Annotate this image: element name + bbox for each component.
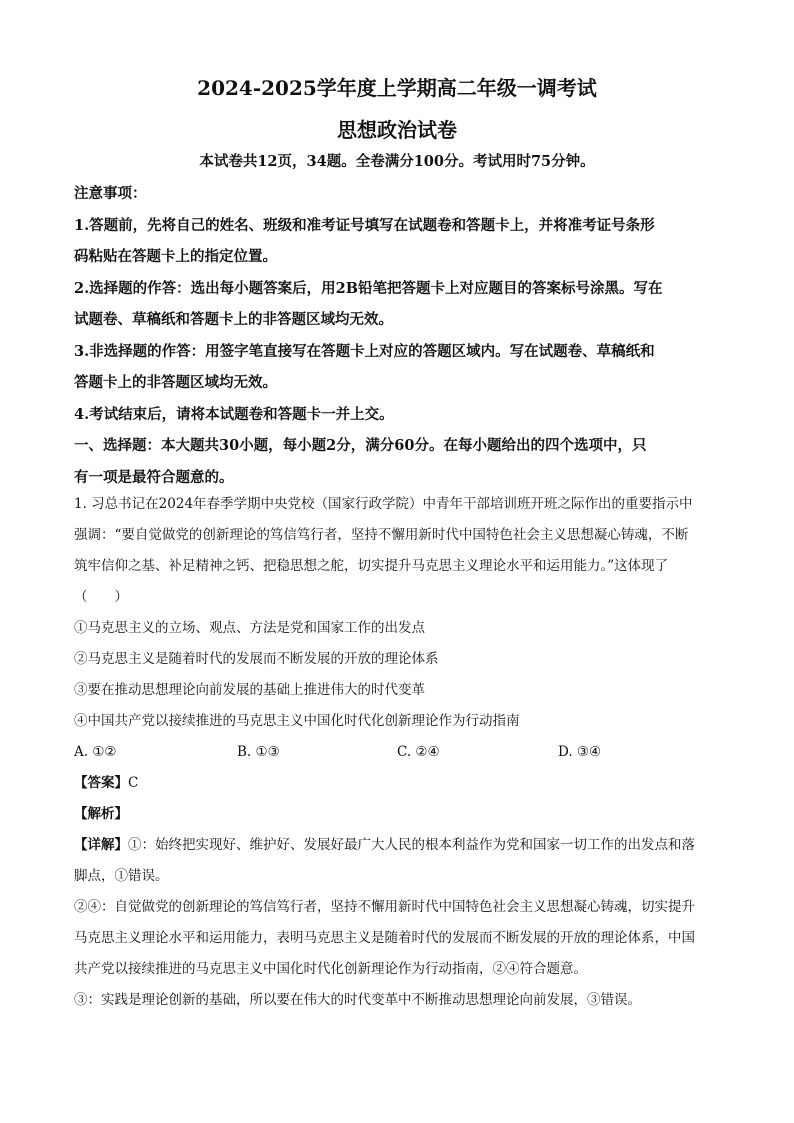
section-heading-line-2: 有一项是最符合题意的。	[74, 468, 234, 486]
section-heading-line-1: 一、选择题：本大题共30小题，每小题2分，满分60分。在每小题给出的四个选项中，只	[74, 437, 647, 454]
note-item-1-line-2: 码粘贴在答题卡上的指定位置。	[74, 248, 277, 265]
options-row	[74, 737, 726, 768]
question-stem-line-2: 强调：“要自觉做党的创新理论的笃信笃行者，坚持不懈用新时代中国特色社会主义思想凝心铸魂，不断	[74, 527, 689, 543]
notes-heading: 注意事项：	[74, 185, 147, 202]
exam-info: 本试卷共12页，34题。全卷满分100分。考试用时75分钟。	[199, 153, 595, 170]
detail-1-line-1: ①：始终把实现好、维护好、发展好最广大人民的根本利益作为党和国家一切工作的出发点和落	[128, 837, 695, 853]
note-item-3-line-2: 答题卡上的非答题区域均无效。	[74, 374, 277, 391]
note-item-4: 4.考试结束后，请将本试题卷和答题卡一并上交。	[74, 405, 394, 423]
option-d: D. ③④	[558, 744, 602, 760]
detail-2-line-2: 马克思主义理论水平和运用能力，表明马克思主义是随着时代的发展而不断发展的开放的理论体系，中国	[74, 930, 695, 946]
answer-section	[74, 768, 726, 1016]
statement-4: ④中国共产党以接续推进的马克思主义中国化时代化创新理论作为行动指南	[74, 713, 520, 729]
note-item-2-line-2: 试题卷、草稿纸和答题卡上的非答题区域均无效。	[74, 311, 393, 328]
question-stem-line-4: （ ）	[74, 589, 128, 605]
statement-1: ①马克思主义的立场、观点、方法是党和国家工作的出发点	[74, 620, 425, 636]
detail-2-line-3: 共产党以接续推进的马克思主义中国化时代化创新理论作为行动指南，②④符合题意。	[74, 961, 587, 977]
answer-line	[74, 768, 726, 799]
detail-2-line-1: ②④：自觉做党的创新理论的笃信笃行者，坚持不懈用新时代中国特色社会主义思想凝心铸魂，切实提升	[74, 899, 695, 915]
exam-title: 2024-2025学年度上学期高二年级一调考试	[197, 76, 597, 100]
analysis-label: 【解析】	[74, 806, 128, 822]
note-item-2-line-1: 2.选择题的作答：选出每小题答案后，用2B铅笔把答题卡上对应题目的答案标号涂黑。写在	[74, 279, 663, 297]
detail-line-1	[74, 830, 726, 861]
answer-label: 【答案】	[74, 775, 128, 791]
detail-1-line-2: 脚点，①错误。	[74, 868, 169, 884]
note-item-3-line-1: 3.非选择题的作答：用签字笔直接写在答题卡上对应的答题区域内。写在试题卷、草稿纸和	[74, 342, 655, 360]
detail-3: ③：实践是理论创新的基础，所以要在伟大的时代变革中不断推动思想理论向前发展，③错误。	[74, 992, 641, 1008]
option-a: A. ①②	[74, 744, 117, 760]
notes-section	[74, 178, 726, 493]
note-item-1-line-1: 1.答题前，先将自己的姓名、班级和准考证号填写在试题卷和答题卡上，并将准考证号条形	[74, 216, 655, 234]
answer-value: C	[128, 775, 139, 791]
option-b: B. ①③	[237, 744, 280, 760]
question-1	[74, 489, 726, 768]
option-c: C. ②④	[397, 744, 440, 760]
statement-3: ③要在推动思想理论向前发展的基础上推进伟大的时代变革	[74, 682, 425, 698]
statement-2: ②马克思主义是随着时代的发展而不断发展的开放的理论体系	[74, 651, 439, 667]
question-stem-line-1: 1. 习总书记在2024年春季学期中央党校（国家行政学院）中青年干部培训班开班之际作出的重要指示中	[74, 496, 693, 512]
exam-subtitle: 思想政治试卷	[337, 118, 457, 142]
detail-label: 【详解】	[74, 837, 128, 853]
question-stem-line-3: 筑牢信仰之基、补足精神之钙、把稳思想之舵，切实提升马克思主义理论水平和运用能力。”这体现了	[74, 558, 669, 574]
